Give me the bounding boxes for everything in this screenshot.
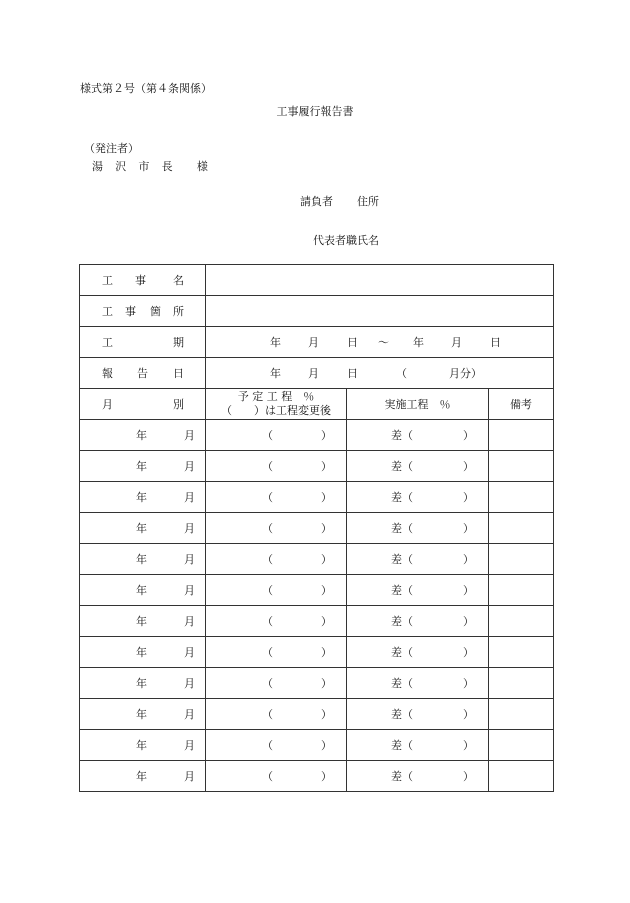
remarks-header: 備考	[489, 389, 554, 420]
remarks-cell[interactable]	[489, 544, 554, 575]
month-cell[interactable]: 年 月	[80, 668, 206, 699]
remarks-cell[interactable]	[489, 575, 554, 606]
actual-progress-cell[interactable]: 差（ ）	[347, 637, 489, 668]
remarks-cell[interactable]	[489, 637, 554, 668]
table-row	[80, 606, 554, 637]
recipient-name: 湯 沢 市 長 様	[92, 160, 209, 173]
month-cell[interactable]: 年 月	[80, 606, 206, 637]
construction-period-label: 工 期	[80, 327, 206, 358]
month-cell[interactable]: 年 月	[80, 482, 206, 513]
month-column-header: 月 別	[80, 389, 206, 420]
planned-progress-cell[interactable]: （ ）	[206, 451, 347, 482]
table-row	[80, 730, 554, 761]
remarks-cell[interactable]	[489, 482, 554, 513]
actual-progress-cell[interactable]: 差（ ）	[347, 699, 489, 730]
remarks-cell[interactable]	[489, 699, 554, 730]
actual-progress-cell[interactable]: 差（ ）	[347, 513, 489, 544]
actual-progress-cell[interactable]: 差（ ）	[347, 761, 489, 792]
recipient-label: （発注者）	[84, 142, 139, 155]
table-row	[80, 420, 554, 451]
remarks-cell[interactable]	[489, 451, 554, 482]
planned-progress-cell[interactable]: （ ）	[206, 606, 347, 637]
month-cell[interactable]: 年 月	[80, 513, 206, 544]
remarks-cell[interactable]	[489, 513, 554, 544]
month-cell[interactable]: 年 月	[80, 575, 206, 606]
table-row	[80, 451, 554, 482]
planned-progress-header: 予 定 工 程 ％ （ ）は工程変更後	[206, 389, 347, 420]
report-date-label: 報 告 日	[80, 358, 206, 389]
construction-name-label: 工 事 名	[80, 265, 206, 296]
report-date-row	[80, 358, 554, 389]
table-row	[80, 668, 554, 699]
month-cell[interactable]: 年 月	[80, 637, 206, 668]
contractor-label: 請負者	[300, 195, 333, 208]
form-number-label: 様式第２号（第４条関係）	[80, 82, 212, 95]
remarks-cell[interactable]	[489, 761, 554, 792]
planned-progress-cell[interactable]: （ ）	[206, 637, 347, 668]
actual-progress-cell[interactable]: 差（ ）	[347, 420, 489, 451]
actual-progress-cell[interactable]: 差（ ）	[347, 606, 489, 637]
planned-progress-cell[interactable]: （ ）	[206, 699, 347, 730]
representative-label: 代表者職氏名	[313, 234, 379, 247]
planned-progress-cell[interactable]: （ ）	[206, 730, 347, 761]
table-row	[80, 637, 554, 668]
table-row	[80, 482, 554, 513]
planned-progress-cell[interactable]: （ ）	[206, 482, 347, 513]
table-row	[80, 699, 554, 730]
month-cell[interactable]: 年 月	[80, 699, 206, 730]
month-cell[interactable]: 年 月	[80, 544, 206, 575]
actual-progress-cell[interactable]: 差（ ）	[347, 544, 489, 575]
remarks-cell[interactable]	[489, 420, 554, 451]
actual-progress-cell[interactable]: 差（ ）	[347, 451, 489, 482]
planned-progress-cell[interactable]: （ ）	[206, 420, 347, 451]
actual-progress-cell[interactable]: 差（ ）	[347, 575, 489, 606]
planned-progress-cell[interactable]: （ ）	[206, 761, 347, 792]
planned-progress-cell[interactable]: （ ）	[206, 544, 347, 575]
construction-period-row	[80, 327, 554, 358]
address-label: 住所	[357, 195, 379, 208]
construction-name-row	[80, 265, 554, 296]
table-row	[80, 544, 554, 575]
remarks-cell[interactable]	[489, 668, 554, 699]
planned-progress-cell[interactable]: （ ）	[206, 575, 347, 606]
construction-name-field[interactable]	[206, 265, 554, 296]
month-cell[interactable]: 年 月	[80, 730, 206, 761]
report-date-field[interactable]: 年 月 日 （ 月分）	[206, 358, 554, 389]
planned-progress-cell[interactable]: （ ）	[206, 513, 347, 544]
table-row	[80, 513, 554, 544]
construction-location-label: 工 事 箇 所	[80, 296, 206, 327]
actual-progress-cell[interactable]: 差（ ）	[347, 668, 489, 699]
month-cell[interactable]: 年 月	[80, 761, 206, 792]
remarks-cell[interactable]	[489, 606, 554, 637]
planned-progress-cell[interactable]: （ ）	[206, 668, 347, 699]
construction-location-row	[80, 296, 554, 327]
document-title: 工事履行報告書	[276, 105, 354, 118]
actual-progress-header: 実施工程 ％	[347, 389, 489, 420]
construction-period-field[interactable]: 年 月 日 ～ 年 月 日	[206, 327, 554, 358]
month-cell[interactable]: 年 月	[80, 420, 206, 451]
actual-progress-cell[interactable]: 差（ ）	[347, 730, 489, 761]
month-cell[interactable]: 年 月	[80, 451, 206, 482]
table-row	[80, 761, 554, 792]
actual-progress-cell[interactable]: 差（ ）	[347, 482, 489, 513]
contractor-line	[300, 193, 379, 209]
report-table	[79, 264, 554, 792]
table-row	[80, 575, 554, 606]
construction-location-field[interactable]	[206, 296, 554, 327]
column-header-row	[80, 389, 554, 420]
remarks-cell[interactable]	[489, 730, 554, 761]
